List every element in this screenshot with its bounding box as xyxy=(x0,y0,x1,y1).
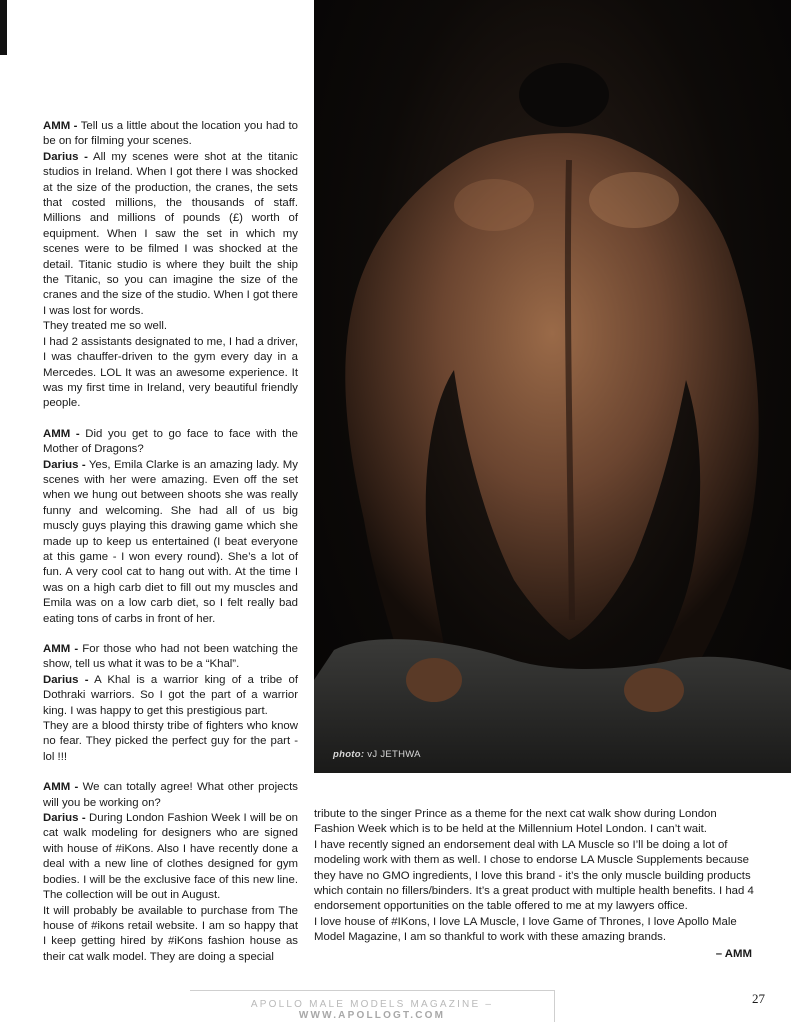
paragraph-text: I had 2 assistants designated to me, I had a driver, I was chauffer-driven to the gym every day in a Mercedes. LOL It was an awesome experience. It was my first time in Ireland, very beautiful friendly people. xyxy=(43,335,298,410)
article-paragraph xyxy=(43,904,298,966)
article-paragraph xyxy=(43,780,298,811)
footer-text xyxy=(190,999,554,1021)
article-paragraph: I have recently signed an endorsement deal with LA Muscle so I’ll be doing a lot of modeling work with them as well. I chose to endorse LA Muscle Supplements because they have no GMO ingredients, I love this brand - it’s the only muscle building products which contain no fillers/binders. It’s a great product with multiple health benefits. I had 4 endorsement opportunities on the table offered to me at my lawyers office. xyxy=(314,838,754,913)
paragraph-text: All my scenes were shot at the titanic studios in Ireland. When I got there I was shocked at the size of the production, the cranes, the sets that costed millions, the thousands of staff. Millions and millions of pounds (£) worth of equipment. When I saw the set in which my scenes were to be filmed I was shocked at the detail. Titanic studio is where they built the ship the Titanic, so you can imagine the size of the cranes and the size of the studio. When I got there I was lost for words. xyxy=(43,150,298,317)
hair-shape xyxy=(519,63,609,127)
paragraph-text: For those who had not been watching the show, tell us what it was to be a “Khal”. xyxy=(43,643,298,671)
speaker-label: Darius - xyxy=(43,673,89,686)
speaker-label: AMM - xyxy=(43,427,80,440)
left-hand xyxy=(406,658,462,702)
page-number: 27 xyxy=(752,991,765,1006)
speaker-label: Darius - xyxy=(43,812,86,825)
speaker-label: AMM - xyxy=(43,120,78,132)
paragraph-text: They are a blood thirsty tribe of fighters who know no fear. They picked the perfect guy for the part - lol !!! xyxy=(43,720,298,763)
speaker-label: Darius - xyxy=(43,150,88,163)
paragraph-text: They treated me so well. xyxy=(43,320,168,333)
paragraph-text: It will probably be available to purchase from The house of #ikons retail website. I am so happy that I keep getting hired by #iKons fashion house as their cat walk model. They are doing a special xyxy=(43,904,298,963)
shoulder-highlight-right xyxy=(589,172,679,228)
paragraph-text: Yes, Emila Clarke is an amazing lady. My scenes with her were amazing. Even off the set when we hung out between shoots she was really funny and welcoming. She had all of us big muscly guys playing this drawing game which she made up to keep us entertained (I beat everyone at this game - I won every round). She’s a lot of fun. A very cool cat to hang out with. At the time I was on a high carb diet to fill out my muscles and Emila was on a low carb diet, so I felt really bad eating tons of carbs in front of her. xyxy=(43,458,298,625)
photo-illustration xyxy=(314,0,791,773)
article-left-column xyxy=(43,119,298,965)
torso-shape xyxy=(345,133,758,705)
photo-credit xyxy=(333,749,421,760)
article-paragraph: I love house of #IKons, I love LA Muscle, I love Game of Thrones, I love Apollo Male Model Magazine, I am so thankful to work with these amazing brands. xyxy=(314,915,737,944)
paragraph-text: During London Fashion Week I will be on cat walk modeling for designers who are signed with house of #iKons. Also I have recently done a deal with a new line of clothes designed for gym bodies. I will be the exclusive face of this new line. The collection will be out in August. xyxy=(43,812,298,902)
article-paragraph xyxy=(43,427,298,458)
article-paragraph xyxy=(43,642,298,673)
article-paragraph xyxy=(43,119,298,150)
article-paragraph xyxy=(43,719,298,765)
paragraph-gap xyxy=(43,765,298,780)
left-edge-bar xyxy=(0,0,7,55)
paragraph-gap xyxy=(43,627,298,642)
paragraph-text: Did you get to go face to face with the Mother of Dragons? xyxy=(43,427,298,456)
article-paragraph xyxy=(43,811,298,903)
article-paragraph xyxy=(43,335,298,412)
paragraph-text: We can totally agree! What other projects will you be working on? xyxy=(43,781,298,809)
photo-credit-label: photo: xyxy=(333,749,365,760)
photo-credit-name: vJ JETHWA xyxy=(364,749,421,760)
paragraph-gap xyxy=(43,412,298,427)
footer-website-link[interactable]: WWW.APOLLOGT.COM xyxy=(298,1010,446,1021)
article-signature: – AMM xyxy=(715,948,752,960)
article-paragraph xyxy=(43,673,298,719)
paragraph-text: Tell us a little about the location you had to be on for filming your scenes. xyxy=(43,120,298,148)
right-hand xyxy=(624,668,684,712)
speaker-label: AMM - xyxy=(43,643,79,655)
article-paragraph: tribute to the singer Prince as a theme for the next cat walk show during London Fashion Week which is to be held at the Millennium Hotel London. I can’t wait. xyxy=(314,808,717,836)
speaker-label: Darius - xyxy=(43,458,86,471)
shoulder-highlight-left xyxy=(454,179,534,231)
footer-bar xyxy=(190,990,555,1022)
article-paragraph xyxy=(43,319,298,334)
paragraph-text: A Khal is a warrior king of a tribe of Dothraki warriors. So I got the part of a warrior king. I was happy to get this prestigious part. xyxy=(43,673,298,717)
footer-magazine-name: APOLLO MALE MODELS MAGAZINE – xyxy=(250,999,494,1010)
article-bottom-column xyxy=(314,807,754,946)
article-paragraph xyxy=(43,150,298,319)
article-paragraph xyxy=(43,458,298,627)
speaker-label: AMM - xyxy=(43,781,79,794)
photo-male-model-back xyxy=(314,0,791,773)
